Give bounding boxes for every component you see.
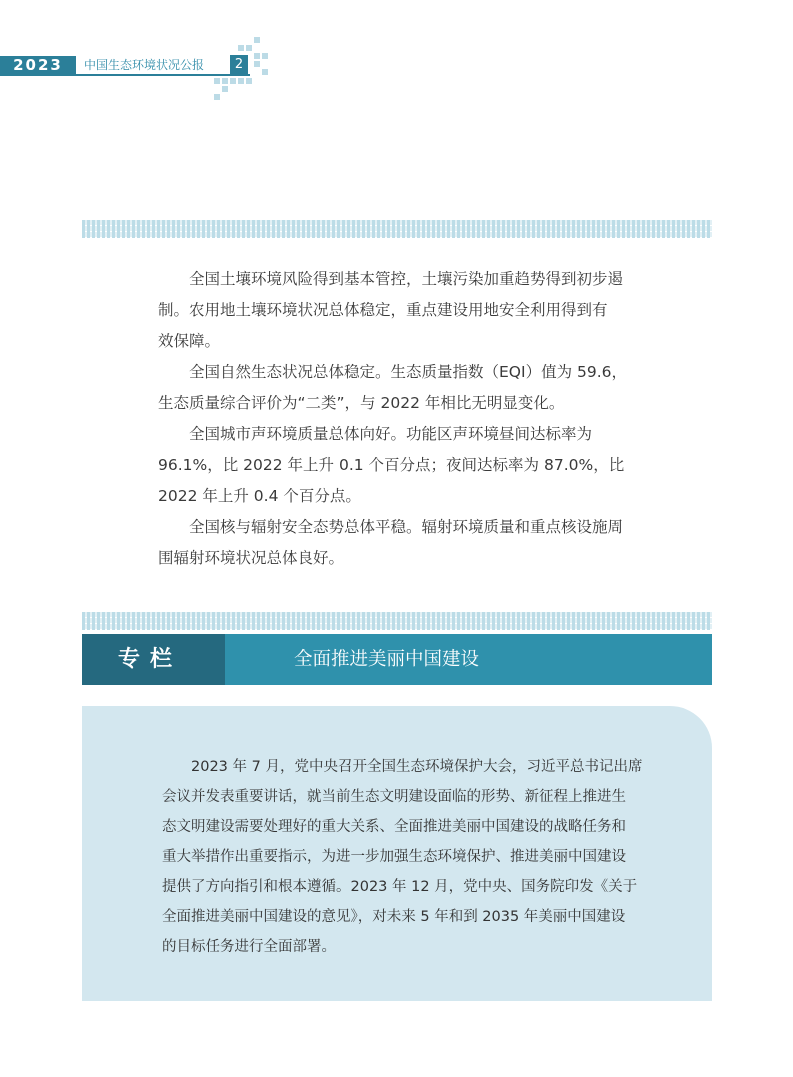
header-rule bbox=[0, 74, 250, 76]
report-year-badge: 2023 bbox=[0, 56, 76, 74]
special-column-title: 全面推进美丽中国建设 bbox=[294, 649, 480, 670]
report-title: 中国生态环境状况公报 bbox=[84, 58, 205, 72]
summary-paragraph-noise: 全国城市声环境质量总体向好。功能区声环境昼间达标率为 96.1%，比 2022 年上升 0.1 个百分点；夜间达标率为 87.0%，比 2022 年上升 0.4 个百分点。 bbox=[158, 425, 625, 505]
summary-paragraph-radiation: 全国核与辐射安全态势总体平稳。辐射环境质量和重点核设施周 围辐射环境状况总体良好。 bbox=[158, 518, 624, 567]
page-number: 2 bbox=[230, 55, 248, 75]
special-column-tag: 专栏 bbox=[82, 634, 225, 685]
section-divider-band bbox=[82, 220, 712, 238]
special-column-body: 2023 年 7 月，党中央召开全国生态环境保护大会，习近平总书记出席 会议并发表重要讲话，就当前生态文明建设面临的形势、新征程上推进生 态文明建设需要处理好的重大关系、全面推进美丽中国建设的战略任务和 重大举措作出重要指示，为进一步加强生态环境保护、推进美丽中国建设 提供了方向指引和根本遵循。2023 年 12 月，党中央、国务院印发《关于 全面推进美丽中国建设的意见》，对未来 5 年和到 2035 年美丽中国建设 的目标任务进行全面部署。 bbox=[162, 759, 643, 955]
summary-paragraph-soil: 全国土壤环境风险得到基本管控，土壤污染加重趋势得到初步遏 制。农用地土壤环境状况总体稳定，重点建设用地安全利用得到有 效保障。 bbox=[158, 270, 624, 350]
summary-paragraph-ecology: 全国自然生态状况总体稳定。生态质量指数（EQI）值为 59.6， 生态质量综合评价为“二类”，与 2022 年相比无明显变化。 bbox=[158, 363, 628, 412]
special-column-divider-band bbox=[82, 612, 712, 630]
